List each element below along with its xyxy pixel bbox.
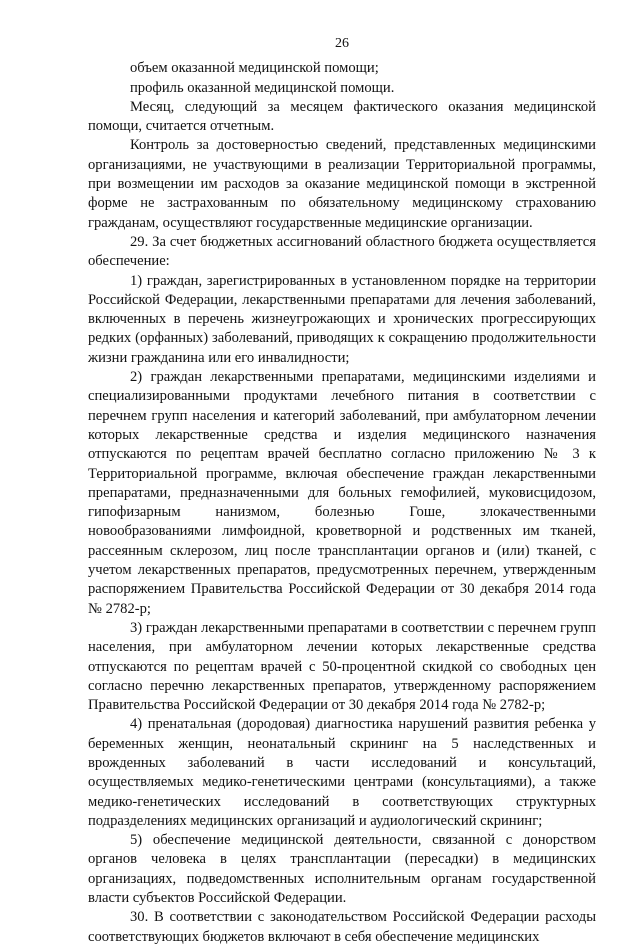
page-number: 26 — [335, 36, 349, 51]
paragraph-item-2: 2) граждан лекарственными препаратами, медицинскими изделиями и специализированными продуктами лечебного питания в соответствии с перечнем групп населения и категорий заболеваний, при амбулаторном лечении которых лекарственные средства и изделия медицинского назначения отпускаются по рецептам врачей бесплатно согласно приложению № 3 к Территориальной программе, включая обеспечение граждан лекарственными препаратами, предназначенными для больных гемофилией, муковисцидозом, гипофизарным нанизмом, болезнью Гоше, злокачественными новообразованиями лимфоидной, кроветворной и родственных им тканей, рассеянным склерозом, лиц после трансплантации органов и (или) тканей, с учетом лекарственных препаратов, предусмотренных перечнем, утвержденным распоряжением Правительства Российской Федерации от 30 декабря 2014 года № 2782-р; — [88, 369, 596, 617]
paragraph-clause-30: 30. В соответствии с законодательством Российской Федерации расходы соответствующих бюджетов включают в себя обеспечение медицинских — [88, 909, 596, 945]
paragraph-item-4: 4) пренатальная (дородовая) диагностика нарушений развития ребенка у беременных женщин, неонатальный скрининг на 5 наследственных и врожденных заболеваний в части исследований и консультаций, осуществляемых медико-генетическими центрами (консультациями), а также медико-генетических исследований в соответствующих структурных подразделениях медицинских организаций и аудиологический скрининг; — [88, 716, 596, 829]
paragraph-volume: объем оказанной медицинской помощи; — [130, 60, 379, 77]
paragraph-item-5: 5) обеспечение медицинской деятельности, связанной с донорством органов человека в целях трансплантации (пересадки) в медицинских организациях, подведомственных исполнительным органам государственной власти субъектов Российской Федерации. — [88, 832, 596, 907]
paragraph-control: Контроль за достоверностью сведений, представленных медицинскими организациями, не участвующими в реализации Территориальной программы, при возмещении им расходов за оказание медицинской помощи в экстренной форме не застрахованным по обязательному медицинскому страхованию гражданам, осуществляют государственные медицинские организации. — [88, 137, 596, 231]
paragraph-item-3: 3) граждан лекарственными препаратами в соответствии с перечнем групп населения, при амбулаторном лечении которых лекарственные средства отпускаются по рецептам врачей с 50-процентной скидкой со свободных цен согласно перечню лекарственных препаратов, утвержденному распоряжением Правительства Российской Федерации от 30 декабря 2014 года № 2782-р; — [88, 619, 596, 714]
paragraph-reporting-month: Месяц, следующий за месяцем фактического оказания медицинской помощи, считается отчетным. — [88, 98, 596, 135]
paragraph-item-1: 1) граждан, зарегистрированных в установленном порядке на территории Российской Федерации, лекарственными препаратами для лечения заболеваний, включенных в перечень жизнеугрожающих и хронических прогрессирующих редких (орфанных) заболеваний, приводящих к сокращению продолжительности жизни гражданина или его инвалидности; — [88, 272, 596, 366]
document-page — [88, 34, 596, 947]
paragraph-profile: профиль оказанной медицинской помощи. — [130, 79, 395, 96]
paragraph-clause-29: 29. За счет бюджетных ассигнований областного бюджета осуществляется обеспечение: — [88, 233, 596, 270]
